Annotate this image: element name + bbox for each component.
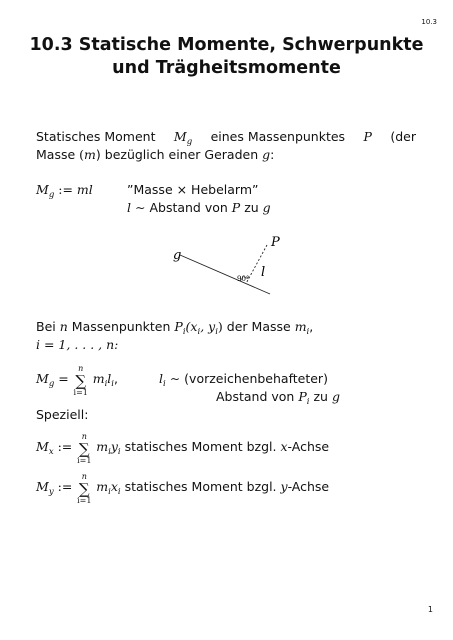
line-g [180,255,270,294]
speziell-label: Speziell: [36,407,89,422]
intro-line-2: Masse (m) bezüglich einer Geraden g: [36,147,275,162]
formula-mg: $M_g$ = n ∑ i=1 $m_il_i$, [36,364,118,397]
lever-arm-diagram [160,228,300,300]
definition-line-2: l ∼ Abstand von P zu g [127,200,271,215]
intro-mg: $M_g$ [173,129,193,147]
formula-mg-note-2: Abstand von $P_i$ zu g [216,389,340,407]
sum-symbol: n ∑ i=1 [77,432,92,465]
para2-line-2: i = 1, . . . , n: [36,337,119,352]
section-number: 10.3 [421,18,437,26]
definition-line-1: $M_g$ := ml [36,182,93,200]
label-l: l [261,265,266,280]
label-angle: 90° [237,275,250,283]
page-title [0,34,453,80]
label-P: P [271,235,280,250]
definition-quote: ”Masse × Hebelarm” [127,182,259,197]
title-line-2: und Trägheitsmomente [112,58,341,78]
formula-my: $M_y$ := n ∑ i=1 $m_ix_i$ statisches Moment bzgl. y-Achse [36,472,330,505]
formula-mx: $M_x$ := n ∑ i=1 $m_iy_i$ statisches Moment bzgl. x-Achse [36,432,330,465]
title-line-1: 10.3 Statische Momente, Schwerpunkte [29,35,424,55]
intro-text-c: (der [390,129,416,144]
intro-line-1 [36,128,416,148]
sum-symbol: n ∑ i=1 [73,364,88,397]
intro-text-a: Statisches Moment [36,129,156,144]
page-number: 1 [427,605,433,614]
formula-mg-note-1: $l_i$ ∼ (vorzeichenbehafteter) [159,371,328,389]
intro-text-b: eines Massenpunktes [210,129,346,144]
label-g: g [173,248,182,263]
para2-line-1: Bei n Massenpunkten $P_i(x_i$, $y_i$) der Masse $m_i$, [36,319,314,337]
intro-P: P [363,129,372,144]
sum-symbol: n ∑ i=1 [77,472,92,505]
